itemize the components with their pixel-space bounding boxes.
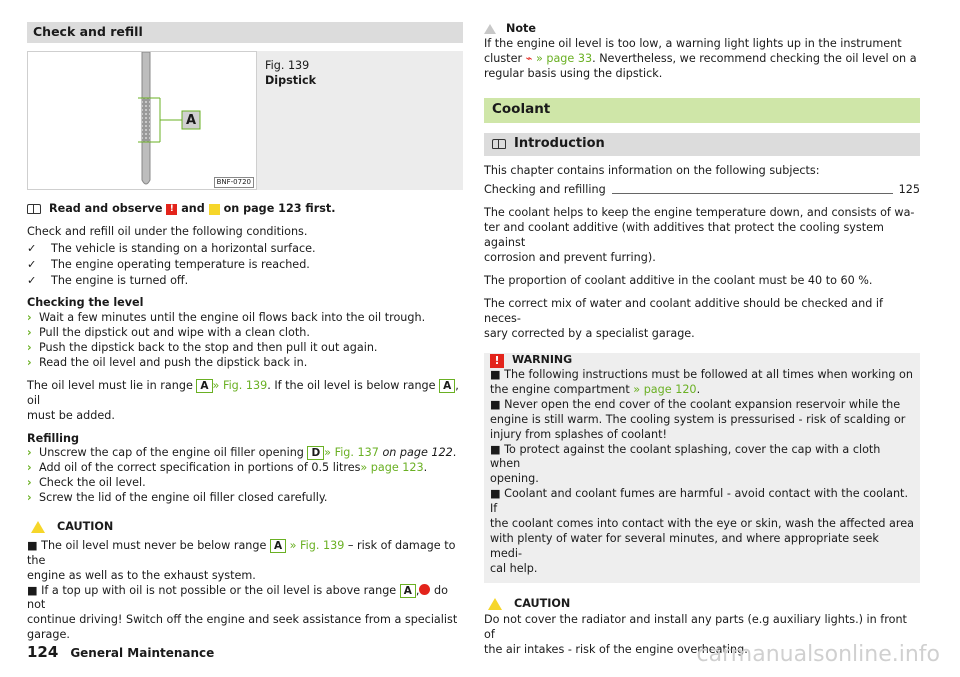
list-item: › Wait a few minutes until the engine oil flows back into the oil trough. <box>27 311 426 325</box>
fig-link[interactable]: » Fig. 139 <box>212 378 268 392</box>
right-column <box>484 22 920 658</box>
caution-icon <box>488 598 502 610</box>
list-item: › Push the dipstick back to the stop and then pull it out again. <box>27 341 378 355</box>
list-item: ✓ The engine operating temperature is reached. <box>27 257 310 271</box>
warning-icon: ! <box>490 354 504 368</box>
warning-box: ! WARNING ■ The following instructions must be followed at all times when working on the engine compartment » page 120. ■ Never open the end cover of the coolant expansion reservoir while the engine is still warm. The cooling system is pressurised - risk of scalding or injury from splashes of coolant! ■ To protect against the coolant splashing, cover the cap with a cloth when opening. ■ Coolant and coolant fumes are harmful - avoid contact with the coolant. If the coolant comes into contact with the eye or skin, wash the affected area with plenty of water for several minutes, and where appropriate seek medi- cal help. <box>484 353 920 582</box>
coolant-para-3: The correct mix of water and coolant additive should be checked and if neces- sary corrected by a specialist garage. <box>484 296 883 340</box>
step-arrow-icon: › <box>27 326 32 340</box>
read-observe-line: Read and observe ! and on page 123 first. <box>27 202 463 217</box>
watermark: carmanualsonline.info <box>696 642 940 667</box>
check-icon: ✓ <box>27 241 37 255</box>
figure-139 <box>27 51 463 190</box>
warning-heading: ! WARNING <box>490 353 914 368</box>
list-item: ✓ The vehicle is standing on a horizontal surface. <box>27 241 316 255</box>
refill-steps <box>27 446 463 506</box>
step-arrow-icon: › <box>27 491 32 505</box>
toc-page: 125 <box>898 183 920 197</box>
toc-leader <box>612 193 893 194</box>
chapter-text: This chapter contains information on the following subjects: <box>484 163 820 177</box>
list-item: › Pull the dipstick out and wipe with a clean cloth. <box>27 326 310 340</box>
checking-title: Checking the level <box>27 296 144 310</box>
range-paragraph: The oil level must lie in range A » Fig. 139. If the oil level is below range A , oil must be added. <box>27 378 459 422</box>
left-column <box>27 22 463 643</box>
refilling-title: Refilling <box>27 431 79 445</box>
book-icon <box>492 139 506 149</box>
step-arrow-icon: › <box>27 311 32 325</box>
warning-mark-icon: ! <box>166 204 177 215</box>
caution-body: ■ The oil level must never be below range A » Fig. 139 – risk of damage to the engine as well as to the exhaust system. ■ If a top up with oil is not possible or the oil level is above range A , do not continue driving! Switch off the engine and seek assistance from a specialist garage. <box>27 538 458 642</box>
check-icon: ✓ <box>27 257 37 271</box>
note-body: If the engine oil level is too low, a warning light lights up in the instrument cluster ⌁ » page 33. Nevertheless, we recommend checking the oil level on a regular basis using the dipstick. <box>484 36 917 80</box>
toc-item[interactable]: Checking and refilling <box>484 183 606 197</box>
caution-body: Do not cover the radiator and install any parts (e.g auxiliary lights.) in front of the air intakes - risk of the engine overheating. <box>484 613 907 657</box>
step-arrow-icon: › <box>27 446 32 460</box>
figure-code: BNF-0720 <box>214 177 254 188</box>
list-item: › Check the oil level. <box>27 476 146 490</box>
section-title: Check and refill <box>27 22 463 43</box>
list-item: › Screw the lid of the engine oil filler closed carefully. <box>27 491 328 505</box>
coolant-heading: Coolant <box>484 98 920 123</box>
book-icon <box>27 204 41 214</box>
check-icon: ✓ <box>27 273 37 287</box>
oil-can-icon: ⌁ <box>525 51 533 65</box>
toc-entry[interactable] <box>484 183 920 198</box>
dipstick-illustration <box>27 51 257 190</box>
fig-link[interactable]: » Fig. 139 <box>289 538 345 552</box>
coolant-para-2: The proportion of coolant additive in the coolant must be 40 to 60 %. <box>484 273 873 287</box>
note-heading: Note <box>484 22 920 37</box>
figure-caption <box>257 51 324 190</box>
callout-a: A <box>186 113 197 128</box>
page-link[interactable]: » page 123 <box>360 461 424 475</box>
list-item: › Add oil of the correct specification in portions of 0.5 litres» page 123. <box>27 461 428 475</box>
list-item: › Read the oil level and push the dipstick back in. <box>27 356 308 370</box>
caution-icon <box>31 521 45 533</box>
caution-heading: CAUTION <box>27 520 463 535</box>
fig-link[interactable]: » Fig. 137 <box>324 446 379 460</box>
footer-section: General Maintenance <box>70 646 215 660</box>
step-arrow-icon: › <box>27 341 32 355</box>
list-item: ✓ The engine is turned off. <box>27 273 189 287</box>
caution-mark-icon <box>209 204 220 215</box>
oil-warning-icon <box>419 584 430 595</box>
dipstick-drawing <box>28 52 256 189</box>
note-icon <box>484 24 496 34</box>
page-link[interactable]: » page 33 <box>535 51 593 65</box>
step-arrow-icon: › <box>27 461 32 475</box>
step-arrow-icon: › <box>27 476 32 490</box>
introduction-heading: Introduction <box>484 133 920 156</box>
caution-heading: CAUTION <box>484 597 920 612</box>
list-item: › Unscrew the cap of the engine oil filler opening D » Fig. 137 on page 122. <box>27 446 457 460</box>
conditions-list <box>27 242 463 289</box>
figure-label: Fig. 139 <box>265 59 310 72</box>
page-link[interactable]: » page 120 <box>633 382 697 396</box>
coolant-para-1: The coolant helps to keep the engine temperature down, and consists of wa- ter and coolant additive (with additives that protect the cooling system against corrosion and prevent furring). <box>484 206 915 265</box>
figure-title: Dipstick <box>265 73 317 87</box>
page-footer <box>27 643 214 663</box>
checking-steps <box>27 311 463 371</box>
step-arrow-icon: › <box>27 356 32 370</box>
page-number: 124 <box>27 643 59 661</box>
conditions-intro: Check and refill oil under the following conditions. <box>27 224 308 238</box>
